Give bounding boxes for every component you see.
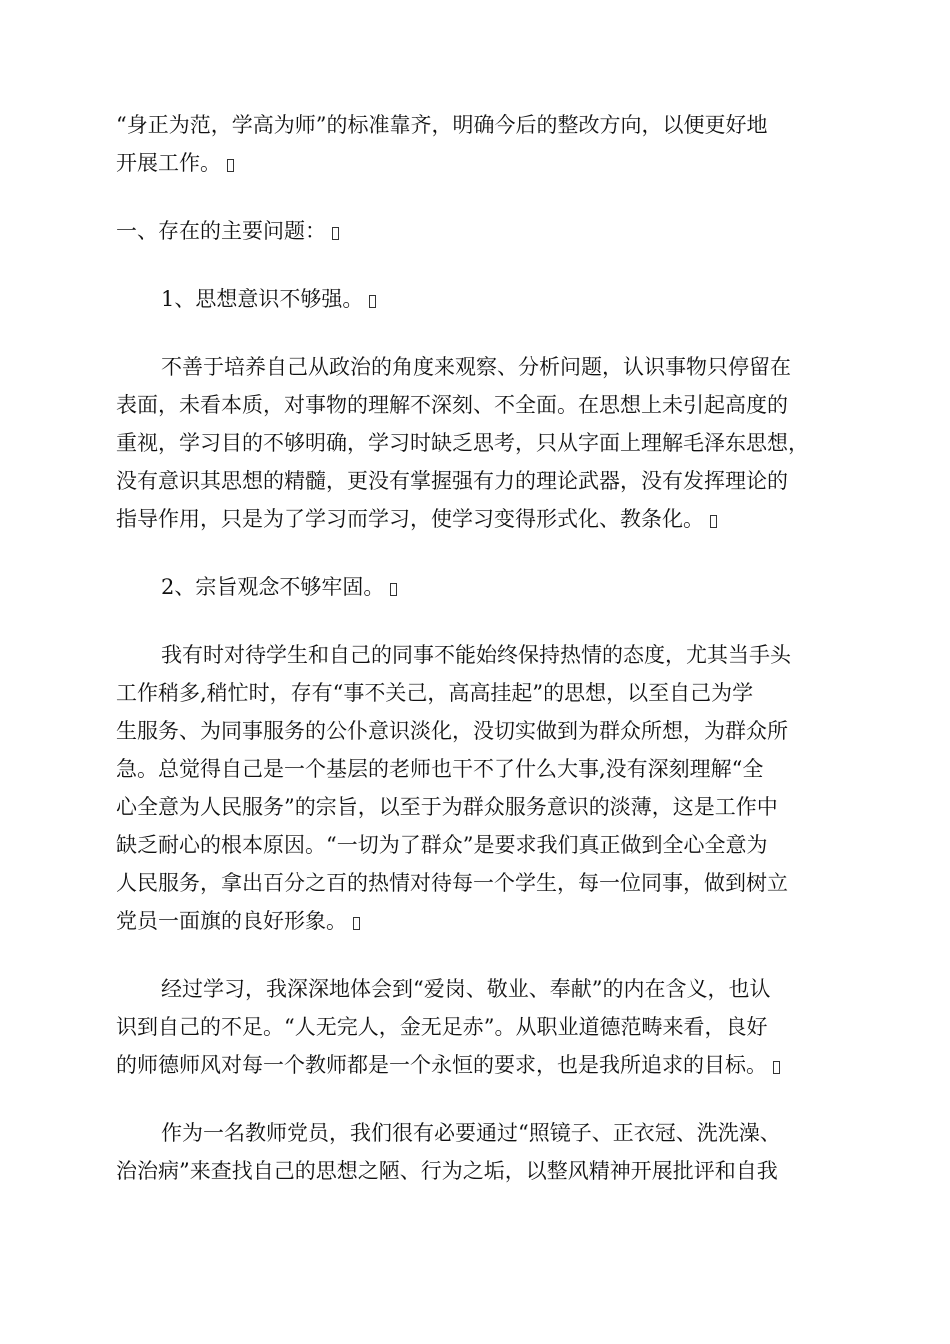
text-line: [116, 826, 836, 864]
paragraph-p3: [116, 348, 836, 538]
paragraph-mark-icon: [710, 515, 717, 528]
text-line: [116, 712, 836, 750]
paragraph-p7: [116, 1114, 836, 1190]
text-line: [116, 568, 836, 606]
text-line: [116, 212, 836, 250]
text-line-content: 生服务、为同事服务的公仆意识淡化，没切实做到为群众所想，为群众所: [116, 719, 788, 743]
paragraph-mark-icon: [227, 159, 234, 172]
text-line-content: “身正为范，学高为师”的标准靠齐，明确今后的整改方向，以便更好地: [116, 113, 768, 137]
text-line: [116, 280, 836, 318]
paragraph-gap: [116, 318, 836, 348]
text-line-content: 经过学习，我深深地体会到“爱岗、敬业、奉献”的内在含义，也认: [161, 977, 771, 1001]
text-line-content: 2、宗旨观念不够牢固。: [161, 575, 385, 599]
text-line: [116, 386, 836, 424]
text-line-content: 缺乏耐心的根本原因。“一切为了群众”是要求我们真正做到全心全意为: [116, 833, 768, 857]
paragraph-mark-icon: [332, 227, 339, 240]
text-line-content: 一、存在的主要问题：: [116, 219, 326, 243]
paragraph-gap: [116, 606, 836, 636]
paragraph-p4: [116, 568, 836, 606]
text-line: [116, 348, 836, 386]
document-body: [116, 106, 836, 1190]
text-line-content: 治治病”来查找自己的思想之陋、行为之垢，以整风精神开展批评和自我: [116, 1159, 778, 1183]
text-line: [116, 1152, 836, 1190]
text-line: [116, 970, 836, 1008]
text-line-content: 表面，未看本质，对事物的理解不深刻、不全面。在思想上未引起高度的: [116, 393, 788, 417]
text-line-content: 的师德师风对每一个教师都是一个永恒的要求，也是我所追求的目标。: [116, 1053, 767, 1077]
paragraph-gap: [116, 538, 836, 568]
text-line-content: 不善于培养自己从政治的角度来观察、分析问题，认识事物只停留在: [161, 355, 791, 379]
paragraph-gap: [116, 250, 836, 280]
paragraph-gap: [116, 182, 836, 212]
text-line: [116, 1008, 836, 1046]
text-line: [116, 1114, 836, 1152]
text-line: [116, 144, 836, 182]
text-line: [116, 750, 836, 788]
paragraph-p5: [116, 636, 836, 940]
text-line: [116, 500, 836, 538]
text-line-content: 1、思想意识不够强。: [161, 287, 364, 311]
paragraph-p1: [116, 212, 836, 250]
paragraph-p0: [116, 106, 836, 182]
text-line-content: 识到自己的不足。“人无完人，金无足赤”。从职业道德范畴来看，良好: [116, 1015, 768, 1039]
text-line: [116, 1046, 836, 1084]
text-line-content: 没有意识其思想的精髓，更没有掌握强有力的理论武器，没有发挥理论的: [116, 469, 788, 493]
text-line: [116, 636, 836, 674]
text-line-content: 重视，学习目的不够明确，学习时缺乏思考，只从字面上理解毛泽东思想，: [116, 431, 809, 455]
paragraph-mark-icon: [353, 917, 360, 930]
text-line-content: 工作稍多,稍忙时，存有“事不关己，高高挂起”的思想，以至自己为学: [116, 681, 754, 705]
text-line: [116, 462, 836, 500]
text-line: [116, 674, 836, 712]
text-line-content: 党员一面旗的良好形象。: [116, 909, 347, 933]
paragraph-p2: [116, 280, 836, 318]
paragraph-p6: [116, 970, 836, 1084]
text-line: [116, 424, 836, 462]
text-line-content: 人民服务，拿出百分之百的热情对待每一个学生，每一位同事，做到树立: [116, 871, 788, 895]
text-line-content: 指导作用，只是为了学习而学习，使学习变得形式化、教条化。: [116, 507, 704, 531]
text-line-content: 我有时对待学生和自己的同事不能始终保持热情的态度，尤其当手头: [161, 643, 791, 667]
text-line: [116, 788, 836, 826]
text-line-content: 作为一名教师党员，我们很有必要通过“照镜子、正衣冠、洗洗澡、: [161, 1121, 781, 1145]
paragraph-mark-icon: [369, 295, 376, 308]
text-line-content: 心全意为人民服务”的宗旨，以至于为群众服务意识的淡薄，这是工作中: [116, 795, 778, 819]
paragraph-gap: [116, 940, 836, 970]
text-line-content: 开展工作。: [116, 151, 221, 175]
paragraph-mark-icon: [773, 1061, 780, 1074]
text-line: [116, 106, 836, 144]
paragraph-gap: [116, 1084, 836, 1114]
text-line: [116, 902, 836, 940]
text-line: [116, 864, 836, 902]
paragraph-mark-icon: [390, 583, 397, 596]
text-line-content: 急。总觉得自己是一个基层的老师也干不了什么大事,没有深刻理解“全: [116, 757, 764, 781]
